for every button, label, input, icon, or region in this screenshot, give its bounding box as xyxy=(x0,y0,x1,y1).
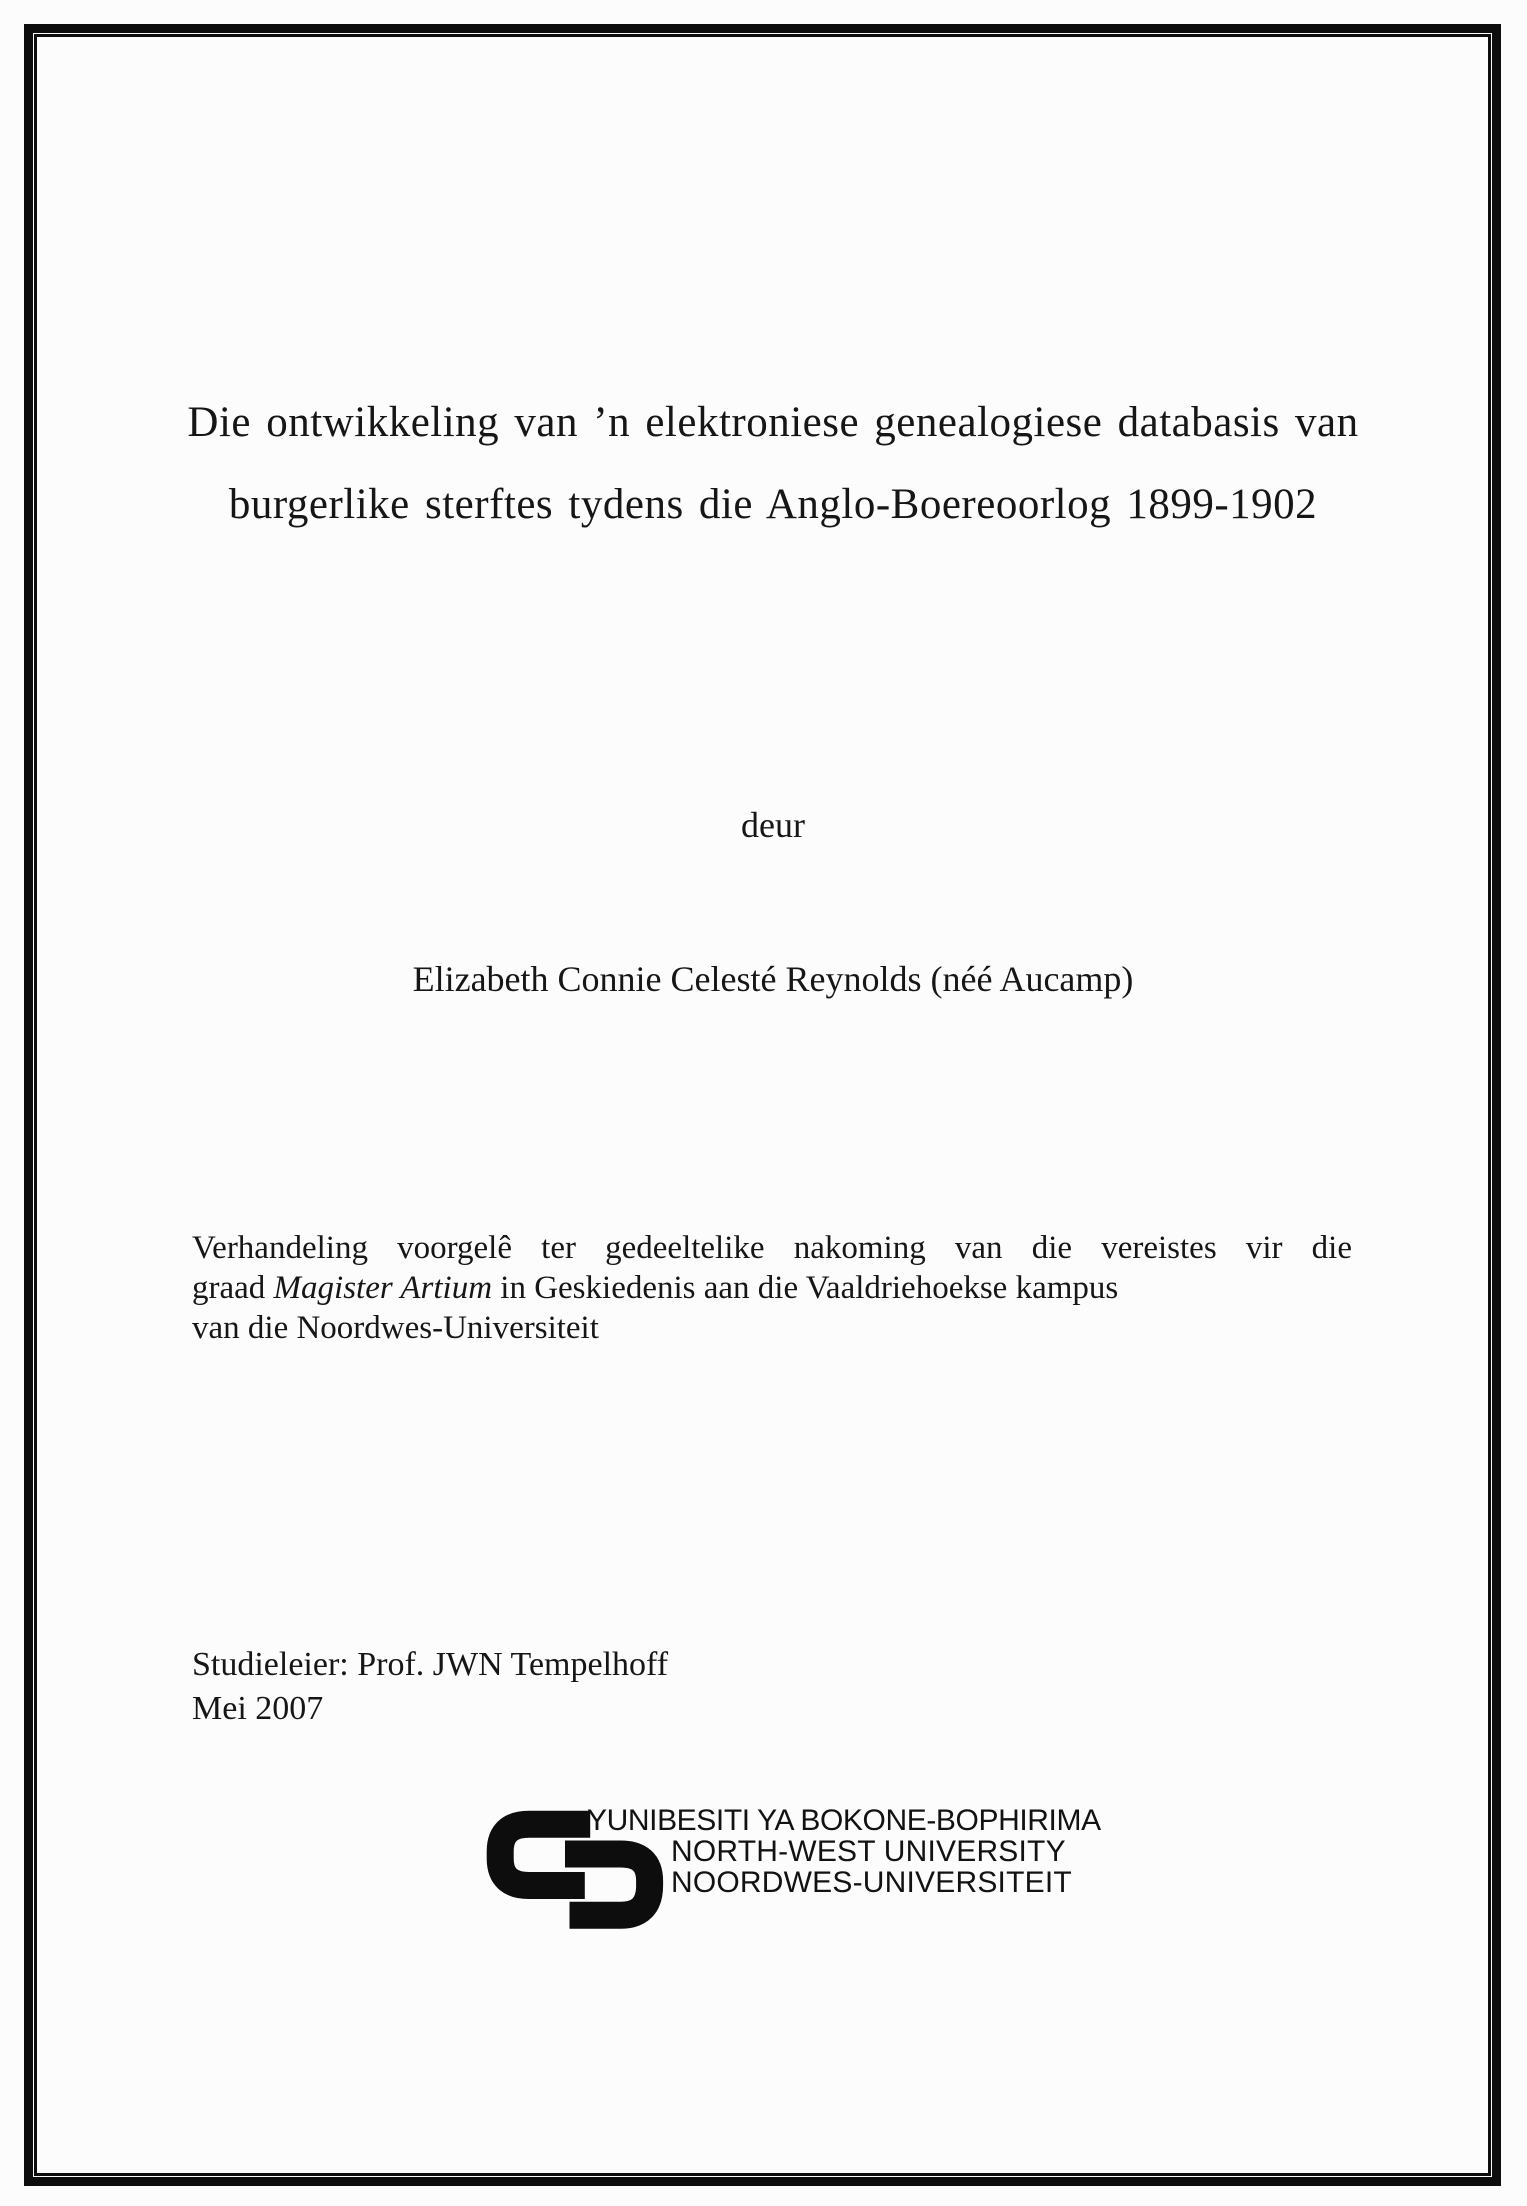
thesis-title-line-1: Die ontwikkeling van ’n elektroniese genealogiese databasis van xyxy=(187,399,1359,446)
degree-statement-line-1: Verhandeling voorgelê ter gedeeltelike nakoming van die vereistes vir die xyxy=(192,1230,1352,1266)
supervisor-line: Studieleier: Prof. JWN Tempelhoff xyxy=(192,1646,669,1683)
logo-wordmark-afrikaans: NOORDWES-UNIVERSITEIT xyxy=(671,1866,1072,1899)
degree-statement xyxy=(192,1228,1352,1348)
date-line: Mei 2007 xyxy=(192,1690,324,1727)
logo-wordmark-setswana: YUNIBESITI YA BOKONE-BOPHIRIMA xyxy=(587,1804,1101,1837)
logo-wordmark xyxy=(587,1805,1101,1898)
logo-wordmark-english: NORTH-WEST UNIVERSITY xyxy=(671,1835,1066,1868)
degree-name-italic: Magister Artium xyxy=(273,1270,493,1306)
degree-statement-line-2 xyxy=(192,1268,1352,1308)
byline-label: deur xyxy=(741,805,805,845)
supervisor-and-date xyxy=(192,1643,668,1731)
thesis-title-line-2: burgerlike sterftes tydens die Anglo-Boereoorlog 1899-1902 xyxy=(228,481,1318,528)
author-name: Elizabeth Connie Celesté Reynolds (néé Aucamp) xyxy=(412,959,1134,999)
thesis-title xyxy=(51,382,1495,546)
degree-statement-line-2-prefix: graad xyxy=(192,1270,274,1306)
degree-statement-line-3: van die Noordwes-Universiteit xyxy=(192,1310,599,1346)
degree-statement-line-2-suffix: in Geskiedenis aan die Vaaldriehoekse kampus xyxy=(492,1270,1119,1306)
